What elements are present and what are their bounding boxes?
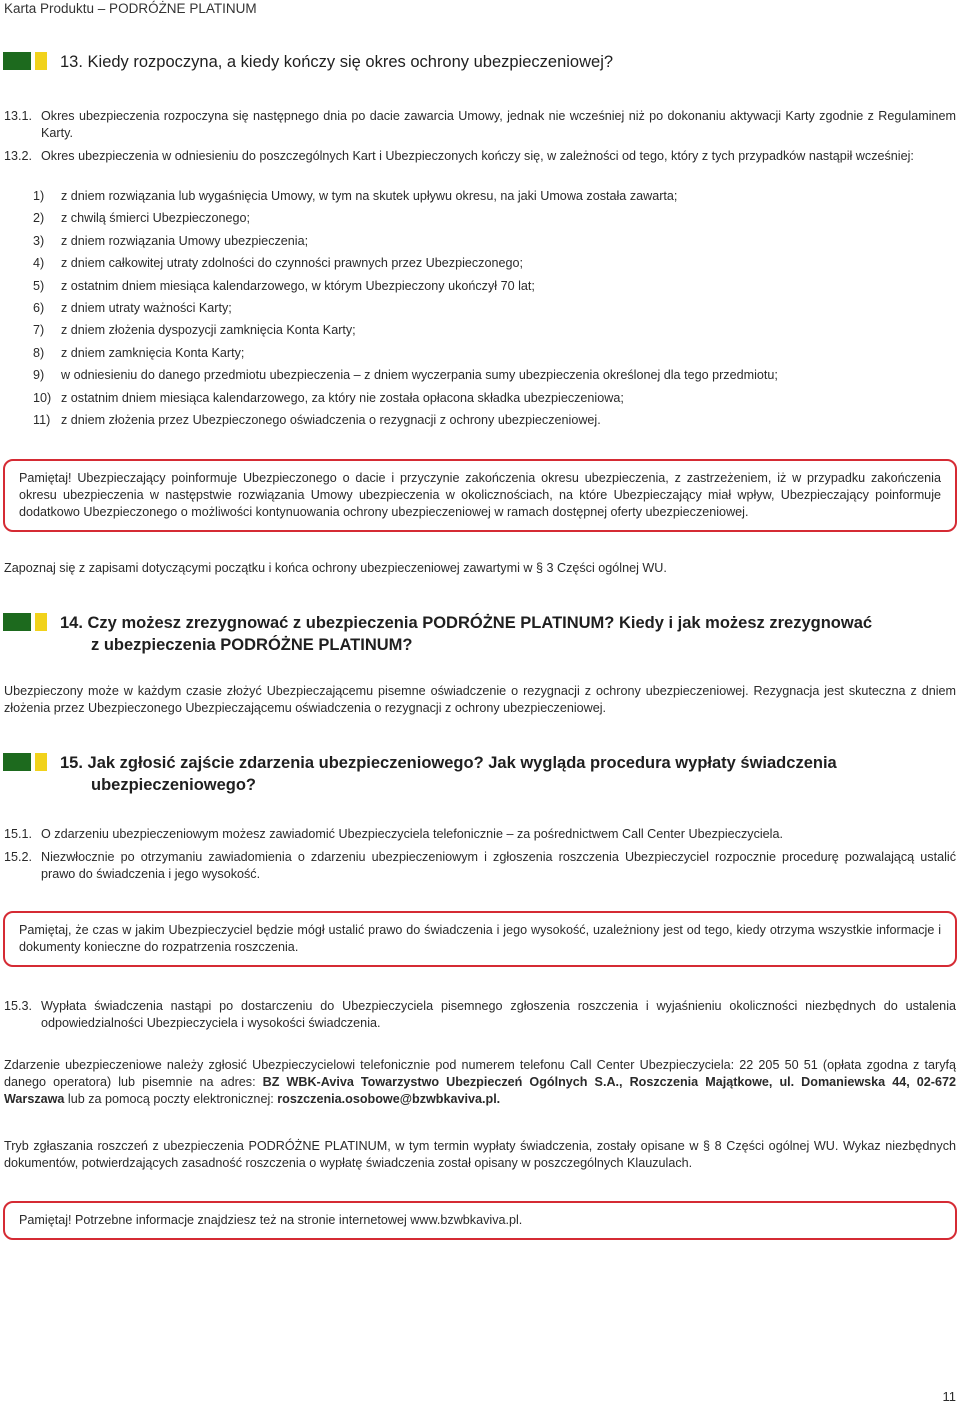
reminder-text: Pamiętaj, że czas w jakim Ubezpieczyciel będzie mógł ustalić prawo do świadczenia i jego wysokość, uzależniony jest od tego, kiedy otrzyma wszystkie informacje i dokumenty konieczne do rozpatrzenia roszczenia. [19,923,941,954]
section-13-heading [3,51,952,73]
reminder-box-15 [3,911,957,967]
paragraph-text: Niezwłocznie po otrzymaniu zawiadomienia o zdarzeniu ubezpieczeniowym i zgłoszenia roszczenia Ubezpieczyciel rozpocznie procedurę pozwalającą ustalić prawo do świadczenia i jego wysokość. [41,850,956,881]
green-square-icon [3,753,31,771]
claim-email[interactable]: roszczenia.osobowe@bzwbkaviva.pl. [277,1092,501,1106]
section-13-note: Zapoznaj się z zapisami dotyczącymi początku i końca ochrony ubezpieczeniowej zawartymi w § 3 Części ogólnej WU. [4,561,667,575]
list-item: 3) z dniem rozwiązania Umowy ubezpieczenia; [33,233,309,248]
reminder-box-website [3,1201,957,1240]
green-square-icon [3,52,31,70]
document-header: Karta Produktu – PODRÓŻNE PLATINUM [4,1,257,16]
paragraph-13-1 [4,108,956,142]
paragraph-text: Wypłata świadczenia nastąpi po dostarczeniu do Ubezpieczyciela pisemnego zgłoszenia roszczenia i wyjaśnieniu okoliczności niezbędnych do ustalenia odpowiedzialności Ubezpieczyciela i wysokości świadczenia. [41,999,956,1030]
yellow-square-icon [35,613,47,631]
paragraph-number: 13.1. [4,109,33,123]
yellow-square-icon [35,753,47,771]
list-item: 7) z dniem złożenia dyspozycji zamknięcia Konta Karty; [33,323,356,338]
list-item: 5) z ostatnim dniem miesiąca kalendarzowego, w którym Ubezpieczony ukończył 70 lat; [33,278,535,293]
reminder-text: Pamiętaj! Ubezpieczający poinformuje Ubezpieczonego o dacie i przyczynie zakończenia okresu ubezpieczenia, z zastrzeżeniem, iż w przypadku zakończenia okresu ubezpieczenia w następstwie rozwiązania Umowy ubezpieczenia w okolicznościach, na które Ubezpieczający miał wpływ, Ubezpieczający poinformuje dodatkowo Ubezpieczonego o możliwości kontynuowania ochrony ubezpieczeniowej w ramach dostępnej oferty ubezpieczeniowej. [19,471,941,519]
paragraph-number: 15.3. [4,999,33,1013]
list-item: 8) z dniem zamknięcia Konta Karty; [33,345,245,360]
paragraph-text: Okres ubezpieczenia w odniesieniu do poszczególnych Kart i Ubezpieczonych kończy się, w zależności od tego, który z tych przypadków nastąpił wcześniej: [41,149,914,163]
list-item: 4) z dniem całkowitej utraty zdolności do czynności prawnych przez Ubezpieczonego; [33,256,523,271]
list-item: 9) w odniesieniu do danego przedmiotu ubezpieczenia – z dniem wyczerpania sumy ubezpieczenia określonej dla tego przedmiotu; [33,368,778,383]
reminder-box-13 [3,459,957,532]
insurer-address: BZ WBK-Aviva Towarzystwo Ubezpieczeń Ogólnych S.A., Roszczenia Majątkowe, ul. Domaniewska 44, 02-672 Warszawa [4,1075,956,1106]
list-item: 2) z chwilą śmierci Ubezpieczonego; [33,211,250,226]
section-14-text: Ubezpieczony może w każdym czasie złożyć Ubezpieczającemu pisemne oświadczenie o rezygnacji z ochrony ubezpieczeniowej. Rezygnacja jest skuteczna z dniem złożenia przez Ubezpieczonego Ubezpieczającemu oświadczenia o rezygnacji z ochrony ubezpieczeniowej. [4,684,956,715]
reminder-text: Pamiętaj! Potrzebne informacje znajdziesz też na stronie internetowej www.bzwbkaviva.pl. [19,1213,523,1227]
paragraph-number: 13.2. [4,149,33,163]
list-item: 11) z dniem złożenia przez Ubezpieczonego oświadczenia o rezygnacji z ochrony ubezpieczeniowej. [33,412,601,427]
list-item: 1) z dniem rozwiązania lub wygaśnięcia Umowy, w tym na skutek upływu okresu, na jaki Umowa została zawarta; [33,189,678,203]
section-15-heading [3,752,952,796]
paragraph-15-3 [4,998,956,1032]
page-number: 11 [942,1389,956,1404]
paragraph-number: 15.2. [4,850,33,864]
green-square-icon [3,613,31,631]
section-14-heading [3,612,952,656]
paragraph-15-1 [4,826,956,843]
list-item: 10) z ostatnim dniem miesiąca kalendarzowego, za który nie została opłacona składka ubezpieczeniowa; [33,390,624,405]
paragraph-15-2 [4,849,956,883]
claim-contact-paragraph: Zdarzenie ubezpieczeniowe należy zgłosić Ubezpieczycielowi telefonicznie pod numerem telefonu Call Center Ubezpieczyciela: 22 205 50 51 (opłata zgodna z taryfą danego operatora) lub pisemnie na adres: BZ WBK-Aviva Towarzystwo Ubezpieczeń Ogólnych S.A., Roszczenia Majątkowe, ul. Domaniewska 44, 02-672 Warszawa lub za pomocą poczty elektronicznej: roszczenia.osobowe@bzwbkaviva.pl. [4,1058,956,1106]
section-13-title: 13. Kiedy rozpoczyna, a kiedy kończy się okres ochrony ubezpieczeniowej? [60,53,614,71]
paragraph-text: Okres ubezpieczenia rozpoczyna się następnego dnia po dacie zawarcia Umowy, jednak nie wcześniej niż po dokonaniu aktywacji Karty zgodnie z Regulaminem Karty. [41,109,956,140]
paragraph-13-2 [4,148,956,165]
paragraph-text: O zdarzeniu ubezpieczeniowym możesz zawiadomić Ubezpieczyciela telefonicznie – za pośrednictwem Call Center Ubezpieczyciela. [41,827,783,841]
section-14-title: 14. Czy możesz zrezygnować z ubezpieczenia PODRÓŻNE PLATINUM? Kiedy i jak możesz zrezygnować z ubezpieczenia PODRÓŻNE PLATINUM? [60,614,873,654]
paragraph-number: 15.1. [4,827,33,841]
yellow-square-icon [35,52,47,70]
section-15-title: 15. Jak zgłosić zajście zdarzenia ubezpieczeniowego? Jak wygląda procedura wypłaty świadczenia ubezpieczeniowego? [60,754,837,794]
list-item: 6) z dniem utraty ważności Karty; [33,300,232,315]
termination-list [33,188,954,434]
claim-procedure-paragraph: Tryb zgłaszania roszczeń z ubezpieczenia PODRÓŻNE PLATINUM, w tym termin wypłaty świadczenia, zostały opisane w § 8 Części ogólnej WU. Wykaz niezbędnych dokumentów, potwierdzających zasadność roszczenia o wypłatę świadczenia został opisany w poszczególnych Klauzulach. [4,1139,956,1170]
